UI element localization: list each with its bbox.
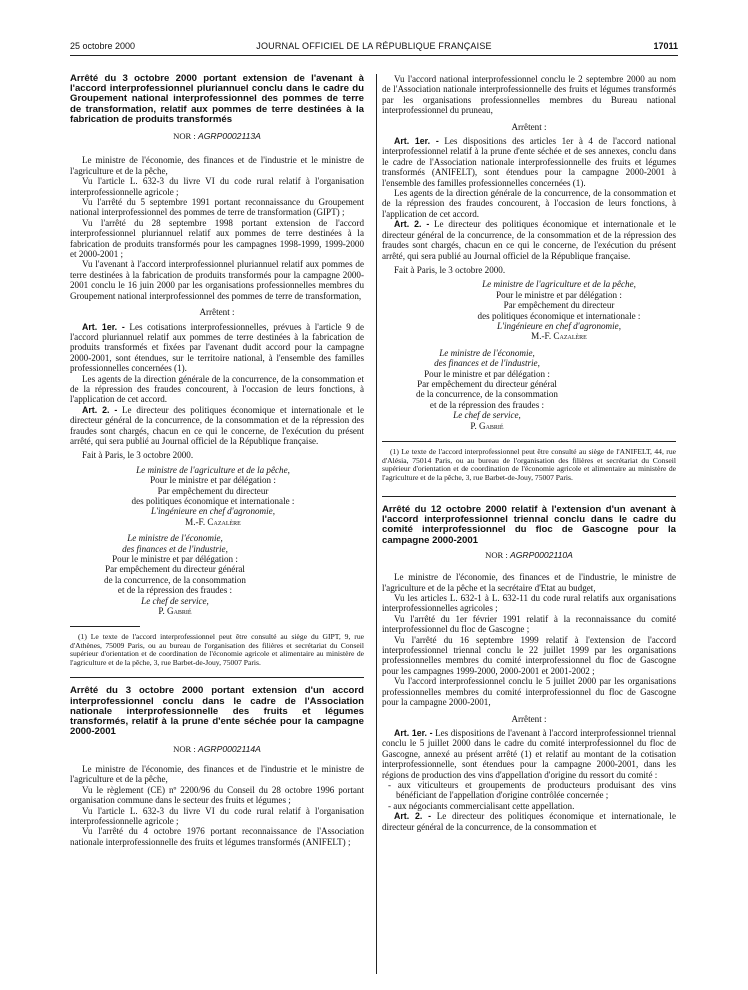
section-rule	[382, 496, 676, 497]
decree2-nor: NOR : AGRP0002114A	[173, 743, 261, 754]
decree1-art1: Art. 1er. - Les cotisations interprofessionnelles, prévues à l'article 9 de l'accord pluriannuel relatif aux pommes de terre destinées à la fabrication de produits transformés et fixées par l'avenant dudit accord pour la campagne 2000-2001, sont étendues, sur le territoire national, à l'ensemble des familles professionnelles concernées (1).	[70, 321, 364, 374]
decree3-para-0: Le ministre de l'économie, des finances et de l'industrie, le ministre de l'agriculture et de la pêche et la secrétaire d'Etat au budget,	[382, 572, 676, 593]
decree1-art2: Art. 2. - Le directeur des politiques économique et internationale et le directeur général de la concurrence, de la consommation et de la répression des fraudes sont chargés, chacun en ce qui le concerne, de l'exécution du présent arrêté, qui sera publié au Journal officiel de la République française.	[70, 404, 364, 446]
decree3-bullet-list	[382, 780, 676, 811]
decree1-signature-economie: Le ministre de l'économie, des finances et de l'industrie, Pour le ministre et par délégation : Par empêchement du directeur général de la concurrence, de la consommation et de la répression des fraudes : Le chef de service, P. Gabrié	[104, 533, 246, 617]
decree2-para-1: Vu le règlement (CE) nº 2200/96 du Conseil du 28 octobre 1996 portant organisation commune dans le secteur des fruits et légumes ;	[70, 784, 364, 806]
footnote-separator	[382, 441, 676, 442]
decree3-arretent: Arrêtent :	[511, 713, 547, 724]
header-journal-title: JOURNAL OFFICIEL DE LA RÉPUBLIQUE FRANÇAISE	[256, 41, 492, 51]
decree1-para-1: Vu l'article L. 632-3 du livre VI du code rural relatif à l'organisation interprofessionnelle agricole ;	[70, 176, 364, 197]
decree1-signature-agriculture: Le ministre de l'agriculture et de la pêche, Pour le ministre et par délégation : Par empêchement du directeur des politiques économique et internationale : L'ingénieure en chef d'agronomie, M.-F. Cazalère	[131, 464, 295, 527]
footnote-separator	[70, 626, 140, 627]
decree1-footnote: (1) Le texte de l'accord interprofessionnel peut être consulté au siège du GIPT, 9, rue d'Athènes, 75009 Paris, ou au bureau de l'organisation des filières et secrétariat du Conseil supérieur d'orientation et de coordination de l'économie agricole et alimentaire au ministère de l'agriculture et de la pêche, 3, rue Barbet-de-Jouy, 75007 Paris.	[70, 632, 364, 667]
decree2-para-0: Le ministre de l'économie, des finances et de l'industrie et le ministre de l'agriculture et de la pêche,	[70, 763, 364, 785]
decree2-done: Fait à Paris, le 3 octobre 2000.	[394, 264, 506, 275]
decree1-para-4: Vu l'avenant à l'accord interprofessionnel pluriannuel relatif aux pommes de terre destinées à la fabrication de produits transformés pour la campagne 2000-2001 conclu le 16 juin 2000 par les organisations professionnelles membres du Groupement national interprofessionnel des pommes de terre de transformation,	[70, 259, 364, 301]
decree1-title: Arrêté du 3 octobre 2000 portant extension de l'avenant à l'accord interprofessionnel pluriannuel conclu dans le cadre du Groupement national interprofessionnel des pommes de terre de transformation, relatif aux pommes de terre destinées à la fabrication de produits transformés	[70, 73, 364, 125]
decree3-art2: Art. 2. - Le directeur des politiques économique et internationale, le directeur général de la concurrence, de la consommation et	[382, 811, 676, 832]
decree2-arretent: Arrêtent :	[511, 121, 547, 132]
column-divider	[376, 74, 377, 974]
decree1-para-0: Le ministre de l'économie, des finances et de l'industrie et le ministre de l'agriculture et de la pêche,	[70, 155, 364, 176]
decree2-title: Arrêté du 3 octobre 2000 portant extension d'un accord interprofessionnel conclu dans le cadre de l'Association nationale interprofessionnelle des fruits et légumes transformés, relatif à la prune d'ente séchée pour la campagne 2000-2001	[70, 685, 364, 738]
decree2-art1: Art. 1er. - Les dispositions des articles 1er à 4 de l'accord national interprofessionnel relatif à la prune d'ente séchée et de ses annexes, conclu dans le cadre de l'Association nationale interprofessionnelle des fruits et légumes transformés (ANIFELT), sont étendues pour la campagne 2000-2001 à l'ensemble des familles professionnelles concernées (1).	[382, 136, 676, 188]
section-rule	[70, 677, 364, 678]
decree2-footnote: (1) Le texte de l'accord interprofessionnel peut être consulté au siège de l'ANIFELT, 44, rue d'Alésia, 75014 Paris, ou au bureau de l'organisation des filières et secrétariat du Conseil supérieur d'orientation et de coordination de l'économie agricole et alimentaire au ministère de l'agriculture et de la pêche, 3, rue Barbet-de-Jouy, 75007 Paris.	[382, 447, 676, 482]
decree1-done: Fait à Paris, le 3 octobre 2000.	[82, 450, 194, 461]
decree3-title: Arrêté du 12 octobre 2000 relatif à l'extension d'un avenant à l'accord interprofessionnel triennal conclu dans le cadre du comité interprofessionnel du floc de Gascogne pour la campagne 2000-2001	[382, 504, 676, 546]
decree3-para-3: Vu l'arrêté du 16 septembre 1999 relatif à l'extension de l'accord interprofessionnel triennal conclu le 22 juillet 1999 par les organisations professionnelles membres du comité interprofessionnel du floc de Gascogne pour les campagnes 1999-2000, 2000-2001 et 2001-2002 ;	[382, 634, 676, 676]
header-rule	[70, 55, 678, 56]
decree2-art1-b: Les agents de la direction générale de la concurrence, de la consommation et de la répression des fraudes concourent, à l'occasion de leurs fonctions, à l'application de cet accord.	[382, 188, 676, 219]
list-item: - aux viticulteurs et groupements de producteurs produisant des vins bénéficiant de l'appellation d'origine contrôlée concernée ;	[388, 779, 676, 801]
decree1-para-3: Vu l'arrêté du 28 septembre 1998 portant extension de l'accord interprofessionnel pluriannuel relatif aux pommes de terre destinées à la fabrication de produits transformés pour les campagnes 1998-1999, 1999-2000 et 2000-2001 ;	[70, 217, 364, 260]
header-date: 25 octobre 2000	[70, 41, 136, 51]
decree3-para-4: Vu l'accord interprofessionnel conclu le 5 juillet 2000 par les organisations professionnelles membres du comité interprofessionnel du floc de Gascogne pour la campagne 2000-2001,	[382, 676, 676, 708]
decree1-arretent: Arrêtent :	[199, 307, 235, 318]
list-item: - aux négociants commercialisant cette appellation.	[388, 800, 575, 811]
decree3-para-2: Vu l'arrêté du 1er février 1991 relatif à la reconnaissance du comité interprofessionnel du floc de Gascogne ;	[382, 613, 676, 635]
decree3-para-1: Vu les articles L. 632-1 à L. 632-11 du code rural relatifs aux organisations interprofessionnelles agricoles ;	[382, 593, 676, 614]
left-column	[70, 74, 364, 847]
page-header	[70, 41, 678, 55]
decree2-para-2: Vu l'article L. 632-3 du livre VI du code rural relatif à l'organisation interprofessionnelle agricole ;	[70, 805, 364, 826]
decree2-signature-agriculture: Le ministre de l'agriculture et de la pêche, Pour le ministre et par délégation : Par empêchement du directeur des politiques économique et internationale : L'ingénieure en chef d'agronomie, M.-F. Cazalère	[477, 279, 641, 342]
decree2-art2: Art. 2. - Le directeur des politiques économique et internationale et le directeur général de la concurrence, de la consommation et de la répression des fraudes sont chargés, chacun en ce qui le concerne, de l'exécution du présent arrêté, qui sera publié au Journal officiel de la République française.	[382, 219, 676, 261]
decree1-nor: NOR : AGRP0002113A	[173, 131, 261, 142]
decree1-para-2: Vu l'arrêté du 5 septembre 1991 portant reconnaissance du Groupement national interprofessionnel des pommes de terre de transformation (GIPT) ;	[70, 197, 364, 218]
decree1-art1-b: Les agents de la direction générale de la concurrence, de la consommation et de la répression des fraudes concourent, à l'occasion de leurs fonctions, à l'application de cet accord.	[70, 373, 364, 405]
decree2-signature-economie: Le ministre de l'économie, des finances et de l'industrie, Pour le ministre et par délégation : Par empêchement du directeur général de la concurrence, de la consommation et de la répression des fraudes : Le chef de service, P. Gabrié	[416, 347, 558, 431]
decree2-para-3: Vu l'arrêté du 4 octobre 1976 portant reconnaissance de l'Association nationale interprofessionnelle des fruits et légumes transformés (ANIFELT) ;	[70, 826, 364, 847]
header-page-number: 17011	[653, 41, 678, 51]
right-column	[382, 74, 676, 832]
decree3-art1: Art. 1er. - Les dispositions de l'avenant à l'accord interprofessionnel triennal conclu le 5 juillet 2000 dans le cadre du comité interprofessionnel du floc de Gascogne, annexé au présent arrêté (1) et relatif au montant de la cotisation interprofessionnelle, sont étendues pour la campagne 2000-2001, dans les régions de production des vins d'appellation d'origine du ressort du comité :	[382, 727, 676, 780]
decree3-nor: NOR : AGRP0002110A	[485, 549, 573, 560]
decree2-para-4: Vu l'accord national interprofessionnel conclu le 2 septembre 2000 au nom de l'Association nationale interprofessionnelle des fruits et légumes transformés par les organisations professionnelles membres du Bureau national interprofessionnel du pruneau,	[382, 74, 676, 116]
